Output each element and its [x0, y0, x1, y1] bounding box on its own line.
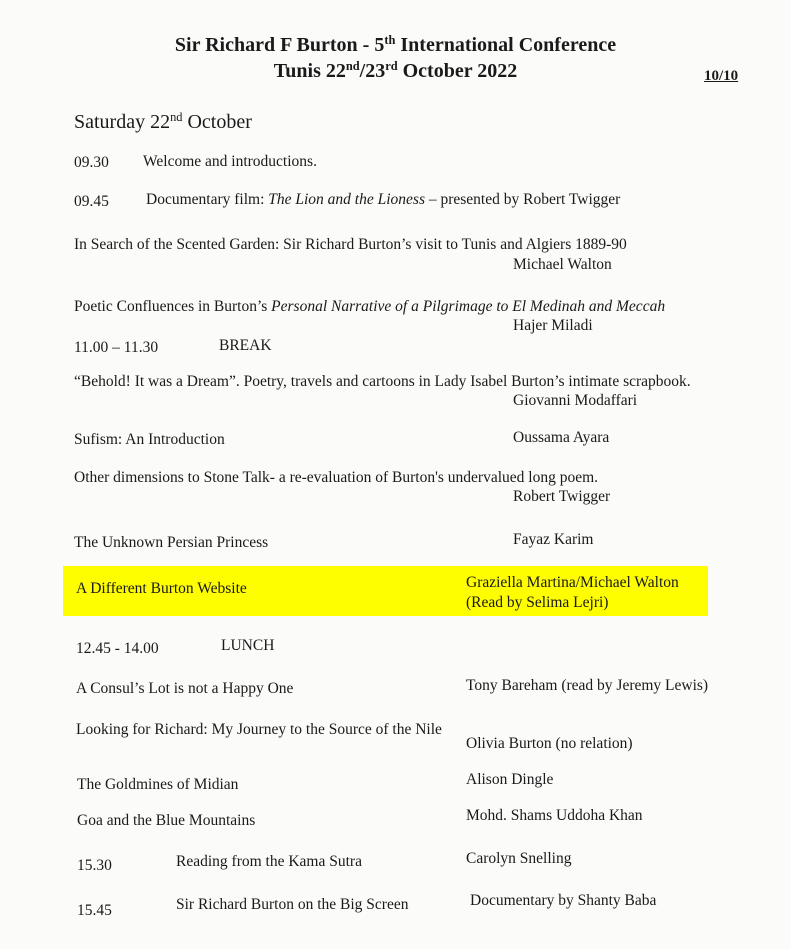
- lunch-label: LUNCH: [221, 637, 275, 654]
- item-speaker: Oussama Ayara: [513, 429, 610, 446]
- item-time: 15.30: [77, 857, 112, 874]
- item-speaker: Carolyn Snelling: [466, 850, 572, 867]
- item-title: Reading from the Kama Sutra: [176, 853, 362, 870]
- item-title: Documentary film: The Lion and the Lioness – presented by Robert Twigger: [146, 191, 621, 208]
- item-speaker: Mohd. Shams Uddoha Khan: [466, 807, 643, 824]
- item-speaker: Graziella Martina/Michael Walton: [466, 574, 679, 591]
- item-title: Looking for Richard: My Journey to the Source of the Nile: [76, 721, 442, 738]
- item-speaker: Hajer Miladi: [513, 317, 593, 334]
- item-time: 15.45: [77, 902, 112, 919]
- item-title: “Behold! It was a Dream”. Poetry, travels and cartoons in Lady Isabel Burton’s intimate scrapbook.: [74, 373, 691, 390]
- day-heading: Saturday 22nd October: [74, 110, 252, 133]
- item-speaker: Giovanni Modaffari: [513, 392, 638, 409]
- item-speaker: Alison Dingle: [466, 771, 554, 788]
- item-title: Poetic Confluences in Burton’s Personal Narrative of a Pilgrimage to El Medinah and Meccah: [74, 298, 666, 315]
- item-time: 11.00 – 11.30: [74, 339, 159, 356]
- item-time: 09.45: [74, 193, 109, 210]
- item-title: Other dimensions to Stone Talk- a re-evaluation of Burton's undervalued long poem.: [74, 469, 599, 486]
- conference-dates: Tunis 22nd/23rd October 2022: [273, 59, 518, 82]
- item-title: The Unknown Persian Princess: [74, 534, 269, 551]
- item-title: The Goldmines of Midian: [77, 776, 239, 793]
- item-time: 09.30: [74, 154, 109, 171]
- item-title: A Consul’s Lot is not a Happy One: [76, 680, 294, 697]
- break-label: BREAK: [219, 337, 272, 354]
- item-speaker: Documentary by Shanty Baba: [470, 892, 657, 909]
- item-speaker-note: (Read by Selima Lejri): [466, 594, 609, 611]
- item-speaker: Olivia Burton (no relation): [466, 735, 633, 752]
- item-speaker: Tony Bareham (read by Jeremy Lewis): [466, 677, 709, 694]
- item-title: In Search of the Scented Garden: Sir Richard Burton’s visit to Tunis and Algiers 1889-90: [74, 236, 627, 253]
- item-title: Welcome and introductions.: [143, 153, 317, 170]
- conference-title: Sir Richard F Burton - 5th International Conference: [174, 33, 617, 56]
- item-title: Sufism: An Introduction: [74, 431, 225, 448]
- page-number: 10/10: [704, 68, 739, 84]
- item-speaker: Robert Twigger: [513, 488, 611, 505]
- item-title: Goa and the Blue Mountains: [77, 812, 256, 829]
- item-title: Sir Richard Burton on the Big Screen: [176, 896, 409, 913]
- item-title: A Different Burton Website: [76, 580, 247, 597]
- item-speaker: Michael Walton: [513, 256, 612, 273]
- item-time: 12.45 - 14.00: [76, 640, 159, 657]
- item-speaker: Fayaz Karim: [513, 531, 594, 548]
